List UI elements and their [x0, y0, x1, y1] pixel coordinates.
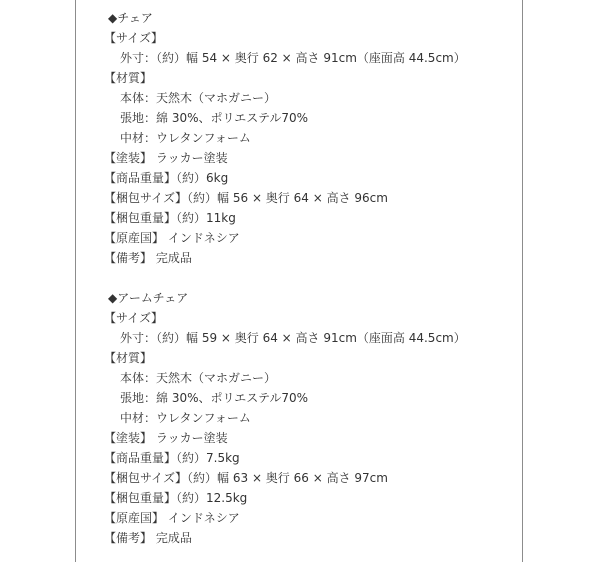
spec-material-upholstery: 張地：綿 30%、ポリエステル70%: [120, 111, 309, 125]
spec-package-size: 【梱包サイズ】（約）幅 56 × 奥行 64 × 高さ 96cm: [104, 191, 388, 205]
spec-label-material: 【材質】: [104, 351, 153, 365]
spec-package-weight: 【梱包重量】（約）11kg: [104, 211, 236, 225]
spec-product-weight: 【商品重量】（約）7.5kg: [104, 451, 240, 465]
spec-section-chair: [104, 8, 514, 268]
spec-finish: 【塗装】 ラッカー塗装: [104, 151, 228, 165]
spec-label-material: 【材質】: [104, 71, 153, 85]
spec-package-size: 【梱包サイズ】（約）幅 63 × 奥行 66 × 高さ 97cm: [104, 471, 388, 485]
spec-finish: 【塗装】 ラッカー塗装: [104, 431, 228, 445]
section-heading: ◆チェア: [108, 11, 153, 25]
spec-label-size: 【サイズ】: [104, 31, 164, 45]
spec-origin-country: 【原産国】 インドネシア: [104, 511, 240, 525]
spec-notes: 【備考】 完成品: [104, 251, 192, 265]
spec-package-weight: 【梱包重量】（約）12.5kg: [104, 491, 248, 505]
spec-material-filling: 中材：ウレタンフォーム: [120, 131, 251, 145]
spec-material-upholstery: 張地：綿 30%、ポリエステル70%: [120, 391, 309, 405]
spec-material-body: 本体：天然木（マホガニー）: [120, 91, 277, 105]
spec-origin-country: 【原産国】 インドネシア: [104, 231, 240, 245]
spec-outer-dimensions: 外寸：（約）幅 54 × 奥行 62 × 高さ 91cm（座面高 44.5cm）: [120, 51, 466, 65]
section-heading: ◆アームチェア: [108, 291, 189, 305]
spec-material-body: 本体：天然木（マホガニー）: [120, 371, 277, 385]
section-spacer: [104, 268, 514, 288]
product-spec-content: [104, 8, 514, 548]
spec-material-filling: 中材：ウレタンフォーム: [120, 411, 251, 425]
spec-notes: 【備考】 完成品: [104, 531, 192, 545]
spec-label-size: 【サイズ】: [104, 311, 164, 325]
spec-section-armchair: [104, 288, 514, 548]
spec-product-weight: 【商品重量】（約）6kg: [104, 171, 229, 185]
spec-outer-dimensions: 外寸：（約）幅 59 × 奥行 64 × 高さ 91cm（座面高 44.5cm）: [120, 331, 466, 345]
